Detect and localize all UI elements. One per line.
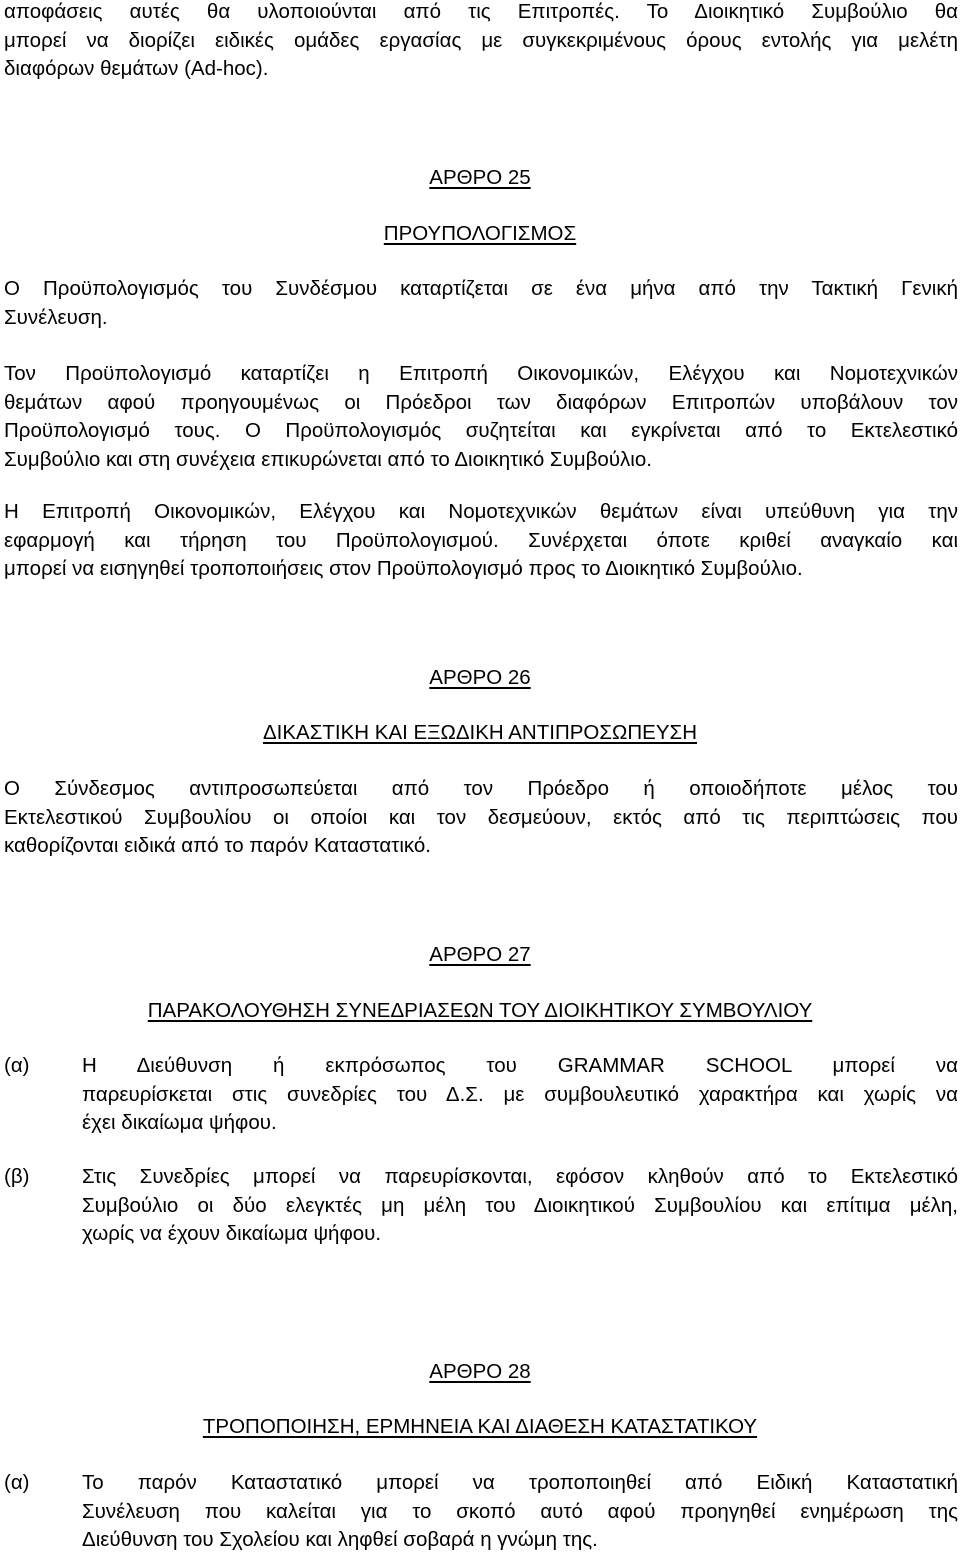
article-27-title: ΠΑΡΑΚΟΛΟΥΘΗΣΗ ΣΥΝΕΔΡΙΑΣΕΩΝ ΤΟΥ ΔΙΟΙΚΗΤΙΚΟΥ ΣΥΜΒΟΥΛΙΟΥ (147, 999, 813, 1022)
article-27-number: ΑΡΘΡΟ 27 (429, 943, 531, 966)
text-line: Το παρόν Καταστατικό μπορεί να τροποποιηθεί από Ειδική Καταστατική (82, 1471, 958, 1494)
text-line: Ο Σύνδεσμος αντιπροσωπεύεται από τον Πρόεδρο ή οποιοδήποτε μέλος του (4, 777, 958, 800)
text-line: Τον Προϋπολογισμό καταρτίζει η Επιτροπή Οικονομικών, Ελέγχου και Νομοτεχνικών (4, 362, 958, 385)
text-line: Συνέλευση. (4, 305, 108, 329)
item-text (82, 1163, 958, 1249)
article-28-title: ΤΡΟΠΟΠΟΙΗΣΗ, ΕΡΜΗΝΕΙΑ ΚΑΙ ΔΙΑΘΕΣΗ ΚΑΤΑΣΤΑΤΙΚΟΥ (202, 1415, 758, 1438)
article-25-paragraph-3 (4, 498, 958, 584)
article-26-number: ΑΡΘΡΟ 26 (429, 666, 531, 689)
text-line: Ο Προϋπολογισμός του Συνδέσμου καταρτίζεται σε ένα μήνα από την Τακτική Γενική (4, 277, 958, 300)
text-line: χωρίς να έχουν δικαίωμα ψήφου. (82, 1222, 382, 1245)
article-25-paragraph-1 (4, 275, 958, 332)
item-marker: (α) (4, 1471, 30, 1494)
text-line: Συνέλευση που καλείται για το σκοπό αυτό αφού προηγηθεί ενημέρωση της (82, 1499, 958, 1523)
text-line: Η Διεύθυνση ή εκπρόσωπος του GRAMMAR SCHOOL μπορεί να (82, 1054, 958, 1077)
text-line: μπορεί να διορίζει ειδικές ομάδες εργασίας με συγκεκριμένους όρους εντολής για μελέτη (4, 28, 958, 52)
intro-paragraph (4, 0, 958, 84)
article-26-paragraph-1 (4, 775, 958, 861)
item-marker: (β) (4, 1165, 30, 1188)
text-line: Στις Συνεδρίες μπορεί να παρευρίσκονται, εφόσον κληθούν από το Εκτελεστικό (82, 1165, 958, 1188)
text-line: θεμάτων αφού προηγουμένως οι Πρόεδροι των διαφόρων Επιτροπών υποβάλουν τον (4, 390, 958, 414)
text-line: εφαρμογή και τήρηση του Προϋπολογισμού. Συνέρχεται όποτε κριθεί αναγκαίο και (4, 528, 958, 552)
article-25-title: ΠΡΟΥΠΟΛΟΓΙΣΜΟΣ (383, 222, 577, 245)
text-line: παρευρίσκεται στις συνεδρίες του Δ.Σ. με συμβουλευτικό χαρακτήρα και χωρίς να (82, 1082, 958, 1106)
article-25-paragraph-2 (4, 360, 958, 474)
text-line: Εκτελεστικού Συμβουλίου οι οποίοι και τον δεσμεύουν, εκτός από τις περιπτώσεις που (4, 805, 958, 829)
text-line: διαφόρων θεμάτων (Ad-hoc). (4, 57, 269, 80)
item-text (82, 1052, 958, 1138)
text-line: Συμβούλιο οι δύο ελεγκτές μη μέλη του Διοικητικού Συμβουλίου και επίτιμα μέλη, (82, 1193, 958, 1217)
item-text (82, 1469, 958, 1555)
text-line: μπορεί να εισηγηθεί τροποποιήσεις στον Προϋπολογισμό προς το Διοικητικό Συμβούλιο. (4, 557, 803, 580)
article-28-number: ΑΡΘΡΟ 28 (429, 1360, 531, 1383)
text-line: καθορίζονται ειδικά από το παρόν Καταστατικό. (4, 834, 432, 857)
text-line: έχει δικαίωμα ψήφου. (82, 1111, 277, 1134)
article-25-number: ΑΡΘΡΟ 25 (429, 166, 531, 189)
text-line: Προϋπολογισμό τους. Ο Προϋπολογισμός συζητείται και εγκρίνεται από το Εκτελεστικό (4, 419, 958, 442)
text-line: Διεύθυνση του Σχολείου και ληφθεί σοβαρά η γνώμη της. (82, 1528, 598, 1551)
text-line: Η Επιτροπή Οικονομικών, Ελέγχου και Νομοτεχνικών θεμάτων είναι υπεύθυνη για την (4, 500, 958, 523)
text-line: Συμβούλιο και στη συνέχεια επικυρώνεται από το Διοικητικό Συμβούλιο. (4, 447, 652, 471)
article-26-title: ΔΙΚΑΣΤΙΚΗ ΚΑΙ ΕΞΩΔΙΚΗ ΑΝΤΙΠΡΟΣΩΠΕΥΣΗ (262, 721, 698, 744)
item-marker: (α) (4, 1054, 30, 1077)
text-line: αποφάσεις αυτές θα υλοποιούνται από τις Επιτροπές. Το Διοικητικό Συμβούλιο θα (4, 0, 958, 23)
